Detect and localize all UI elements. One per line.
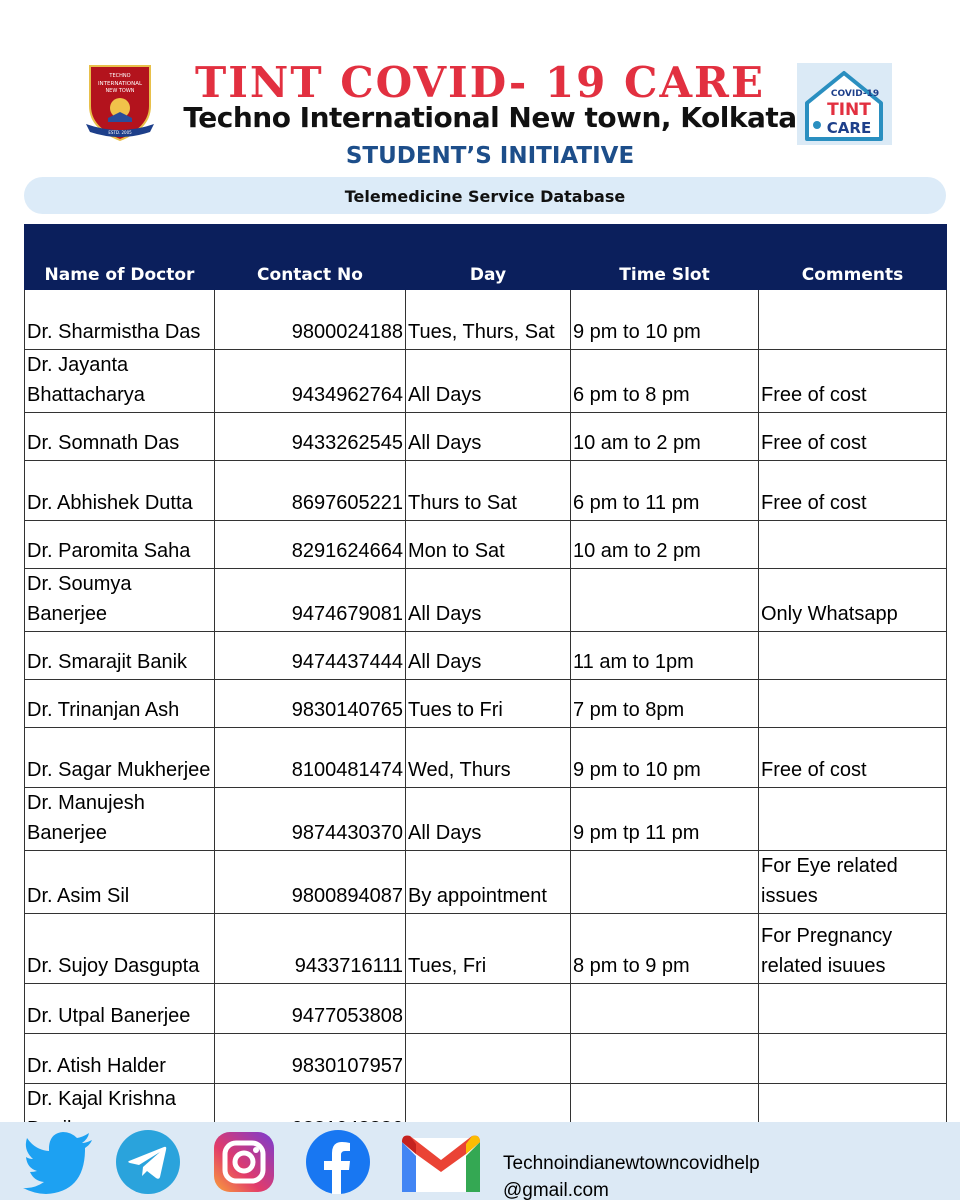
cell-day: Mon to Sat [406,521,571,569]
cell-time-slot: 6 pm to 8 pm [571,350,759,413]
cell-day [406,984,571,1034]
cell-day: By appointment [406,851,571,914]
cell-time-slot: 9 pm to 10 pm [571,290,759,350]
cell-day: All Days [406,569,571,632]
table-row [25,461,947,521]
header-comments: Comments [759,225,947,290]
header-day: Day [406,225,571,290]
cell-time-slot: 6 pm to 11 pm [571,461,759,521]
cell-comments [759,632,947,680]
cell-day: Tues, Thurs, Sat [406,290,571,350]
cell-comments: Only Whatsapp [759,569,947,632]
cell-time-slot: 11 am to 1pm [571,632,759,680]
cell-contact: 9433262545 [215,413,406,461]
cell-comments [759,1034,947,1084]
cell-comments [759,521,947,569]
cell-contact: 8100481474 [215,728,406,788]
header-contact: Contact No [215,225,406,290]
cell-name: Dr. Somnath Das [25,413,215,461]
twitter-icon[interactable] [22,1130,96,1194]
facebook-icon[interactable] [306,1130,370,1194]
email-line-2: @gmail.com [503,1180,609,1201]
banner [24,177,946,214]
tint-care-logo [797,63,892,145]
table-row [25,413,947,461]
crest-text-2: INTERNATIONAL [97,81,143,87]
table-header-row [25,225,947,290]
logo-tint-text: TINT [827,100,871,120]
crest-text-3: NEW TOWN [105,88,135,94]
cell-day: All Days [406,788,571,851]
cell-contact: 9800024188 [215,290,406,350]
cell-time-slot [571,984,759,1034]
cell-contact: 9830107957 [215,1034,406,1084]
banner-text: Telemedicine Service Database [344,187,626,206]
cell-day: Tues to Fri [406,680,571,728]
cell-comments [759,788,947,851]
email-line-1: Technoindianewtowncovidhelp [503,1153,760,1174]
logo-covid-text: COVID-19 [830,89,880,99]
cell-comments [759,290,947,350]
table-row [25,632,947,680]
cell-contact: 9874430370 [215,788,406,851]
table-row [25,680,947,728]
cell-time-slot: 7 pm to 8pm [571,680,759,728]
cell-name: Dr. Utpal Banerjee [25,984,215,1034]
cell-time-slot: 9 pm to 10 pm [571,728,759,788]
table-row [25,350,947,413]
cell-name: Dr. Sharmistha Das [25,290,215,350]
footer [0,1122,960,1200]
cell-day: Wed, Thurs [406,728,571,788]
cell-name: Dr. Smarajit Banik [25,632,215,680]
cell-comments: For Pregnancy related isuues [759,914,947,984]
cell-day [406,1034,571,1084]
cell-comments: Free of cost [759,728,947,788]
cell-name: Dr. Sagar Mukherjee [25,728,215,788]
table-row [25,914,947,984]
crest-text-1: TECHNO [109,73,131,79]
cell-contact: 8697605221 [215,461,406,521]
crest-estd: ESTD. 2005 [108,130,132,135]
cell-name: Dr. Sujoy Dasgupta [25,914,215,984]
table-row [25,569,947,632]
cell-time-slot [571,1034,759,1084]
cell-day: All Days [406,413,571,461]
table-row [25,984,947,1034]
cell-comments: Free of cost [759,461,947,521]
cell-time-slot: 8 pm to 9 pm [571,914,759,984]
cell-time-slot [571,569,759,632]
table-row [25,788,947,851]
cell-name: Dr. Kajal Krishna [25,1084,215,1147]
logo-care-text: CARE [826,119,872,137]
cell-day: Thurs to Sat [406,461,571,521]
cell-comments: Free of cost [759,413,947,461]
table-row [25,728,947,788]
cell-day: Tues, Fri [406,914,571,984]
cell-comments [759,984,947,1034]
cell-name: Dr. Trinanjan Ash [25,680,215,728]
header-name: Name of Doctor [25,225,215,290]
cell-name: Dr. Manujesh Banerjee [25,788,215,851]
initiative-label: STUDENT’S INITIATIVE [345,143,635,169]
cell-time-slot [571,851,759,914]
cell-comments: For Eye related issues [759,851,947,914]
cell-time-slot: 9 pm tp 11 pm [571,788,759,851]
table-row [25,851,947,914]
cell-contact: 8291624664 [215,521,406,569]
table-row [25,290,947,350]
cell-contact: 9477053808 [215,984,406,1034]
cell-comments: Free of cost [759,350,947,413]
page-title: TINT COVID- 19 CARE [195,58,765,107]
cell-name: Dr. Asim Sil [25,851,215,914]
cell-comments [759,680,947,728]
cell-time-slot: 10 am to 2 pm [571,521,759,569]
cell-contact: 9474679081 [215,569,406,632]
cell-name: Dr. Abhishek Dutta [25,461,215,521]
cell-contact: 9434962764 [215,350,406,413]
doctor-table [24,224,947,1147]
gmail-icon[interactable] [398,1130,484,1194]
cell-contact: 9830140765 [215,680,406,728]
cell-name: Dr. Atish Halder [25,1034,215,1084]
header [0,0,960,206]
cell-day: All Days [406,350,571,413]
cell-time-slot: 10 am to 2 pm [571,413,759,461]
contact-email[interactable] [503,1150,760,1204]
cell-name: Dr. Paromita Saha [25,521,215,569]
cell-day: All Days [406,632,571,680]
institute-name: Techno International New town, Kolkata [183,101,797,134]
cell-contact: 9433716111 [215,914,406,984]
telegram-icon[interactable] [116,1130,180,1194]
cell-name: Dr. Jayanta Bhattacharya [25,350,215,413]
table-row [25,1034,947,1084]
table-row [25,521,947,569]
cell-name: Dr. Soumya Banerjee [25,569,215,632]
cell-contact: 9474437444 [215,632,406,680]
header-time-slot: Time Slot [571,225,759,290]
instagram-icon[interactable] [212,1130,276,1194]
cell-contact: 9800894087 [215,851,406,914]
